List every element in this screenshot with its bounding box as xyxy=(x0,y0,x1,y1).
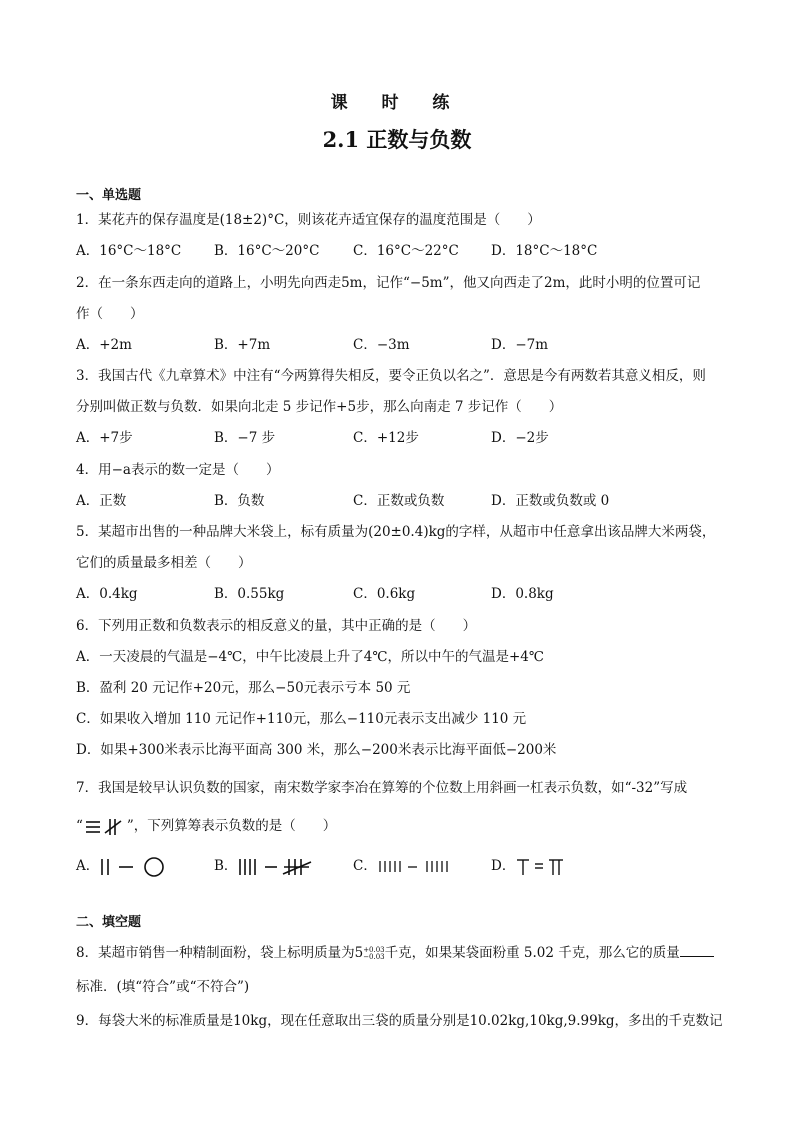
option-d[interactable]: D．0.8kg xyxy=(491,586,554,602)
counting-rod-b-icon xyxy=(237,856,315,878)
option-d[interactable] xyxy=(491,854,567,878)
option-d[interactable]: D．正数或负数或 0 xyxy=(491,493,610,509)
option-a[interactable]: A．+2m xyxy=(76,337,132,353)
counting-rod-a-icon xyxy=(99,856,167,878)
open-quote: “ xyxy=(76,818,83,834)
question-2-line-1: 2．在一条东西走向的道路上，小明先向西走5m，记作“−5m”，他又向西走了2m，此时小明的位置可记 xyxy=(76,275,701,291)
option-b[interactable]: B．0.55kg xyxy=(214,586,285,602)
tolerance-range xyxy=(363,947,384,961)
question-2-line-2: 作（ ） xyxy=(76,306,144,322)
counting-rod-example-icon xyxy=(83,817,127,837)
answer-blank[interactable] xyxy=(680,942,714,957)
option-d[interactable]: D．18°C～18°C xyxy=(491,243,598,259)
question-6-option-c[interactable]: C．如果收入增加 110 元记作+110元，那么−110元表示支出减少 110 元 xyxy=(76,711,527,727)
option-a[interactable]: A．0.4kg xyxy=(76,586,138,602)
option-c[interactable]: C．−3m xyxy=(353,337,410,353)
option-b[interactable]: B．−7 步 xyxy=(214,430,276,446)
counting-rod-c-icon xyxy=(377,856,461,878)
option-c[interactable]: C．0.6kg xyxy=(353,586,416,602)
question-4: 4．用−a表示的数一定是（ ） xyxy=(76,462,280,478)
option-d[interactable]: D．−7m xyxy=(491,337,549,353)
option-d-letter: D． xyxy=(491,858,516,874)
option-b[interactable]: B．+7m xyxy=(214,337,271,353)
option-a[interactable] xyxy=(76,854,167,878)
question-5-line-2: 它们的质量最多相差（ ） xyxy=(76,555,252,571)
question-5-line-1: 5．某超市出售的一种品牌大米袋上，标有质量为(20±0.4)kg的字样，从超市中任意拿出该品牌大米两袋， xyxy=(76,524,716,540)
page-header: 课 时 练 xyxy=(330,93,464,113)
question-3-line-2: 分别叫做正数与负数．如果向北走 5 步记作+5步，那么向南走 7 步记作（ ） xyxy=(76,399,563,415)
option-b[interactable]: B．负数 xyxy=(214,493,265,509)
question-6: 6．下列用正数和负数表示的相反意义的量，其中正确的是（ ） xyxy=(76,618,477,634)
option-d[interactable]: D．−2步 xyxy=(491,430,549,446)
question-7-line-2 xyxy=(76,814,336,837)
question-6-option-a[interactable]: A．一天凌晨的气温是−4℃，中午比凌晨上升了4℃，所以中午的气温是+4℃ xyxy=(76,649,544,665)
section-fill-blank: 二、填空题 xyxy=(76,915,142,930)
option-a[interactable]: A．正数 xyxy=(76,493,127,509)
question-8-suffix: 千克，如果某袋面粉重 5.02 千克，那么它的质量 xyxy=(384,945,680,961)
option-b-letter: B． xyxy=(214,858,238,874)
question-7-line-1: 7．我国是较早认识负数的国家，南宋数学家李冶在算筹的个位数上用斜画一杠表示负数，如“-32”写成 xyxy=(76,780,688,796)
question-6-option-d[interactable]: D．如果+300米表示比海平面高 300 米，那么−200米表示比海平面低−200米 xyxy=(76,742,557,758)
option-c[interactable] xyxy=(353,854,461,878)
option-c[interactable]: C．16°C～22°C xyxy=(353,243,459,259)
option-a[interactable]: A．16°C～18°C xyxy=(76,243,182,259)
tolerance-base: 5 xyxy=(354,945,364,961)
question-6-option-b[interactable]: B．盈利 20 元记作+20元，那么−50元表示亏本 50 元 xyxy=(76,680,411,696)
option-b[interactable]: B．16°C～20°C xyxy=(214,243,320,259)
question-9: 9．每袋大米的标准质量是10kg，现在任意取出三袋的质量分别是10.02kg,10kg,9.99kg，多出的千克数记 xyxy=(76,1013,723,1029)
tolerance-upper: +0.03 xyxy=(363,945,385,954)
question-8-line-2: 标准．(填“符合”或“不符合”) xyxy=(76,979,250,995)
option-a-letter: A． xyxy=(76,858,100,874)
question-3-line-1: 3．我国古代《九章算术》中注有“今两算得失相反，要令正负以名之”．意思是今有两数若其意义相反，则 xyxy=(76,368,706,384)
tolerance-lower: −0.03 xyxy=(363,952,385,961)
option-a[interactable]: A．+7步 xyxy=(76,430,133,446)
page-title: 2.1 正数与负数 xyxy=(322,127,472,152)
option-c-letter: C． xyxy=(353,858,377,874)
question-8-prefix: 8．某超市销售一种精制面粉，袋上标明质量为 xyxy=(76,945,355,961)
option-c[interactable]: C．+12步 xyxy=(353,430,419,446)
option-c[interactable]: C．正数或负数 xyxy=(353,493,445,509)
counting-rod-d-icon xyxy=(515,856,567,878)
question-8-line-1 xyxy=(76,941,714,961)
question-7-prompt: ”，下列算筹表示负数的是（ ） xyxy=(126,818,337,834)
section-single-choice: 一、单选题 xyxy=(76,188,142,203)
question-1: 1．某花卉的保存温度是(18±2)°C，则该花卉适宜保存的温度范围是（ ） xyxy=(76,212,541,228)
option-b[interactable] xyxy=(214,854,315,878)
